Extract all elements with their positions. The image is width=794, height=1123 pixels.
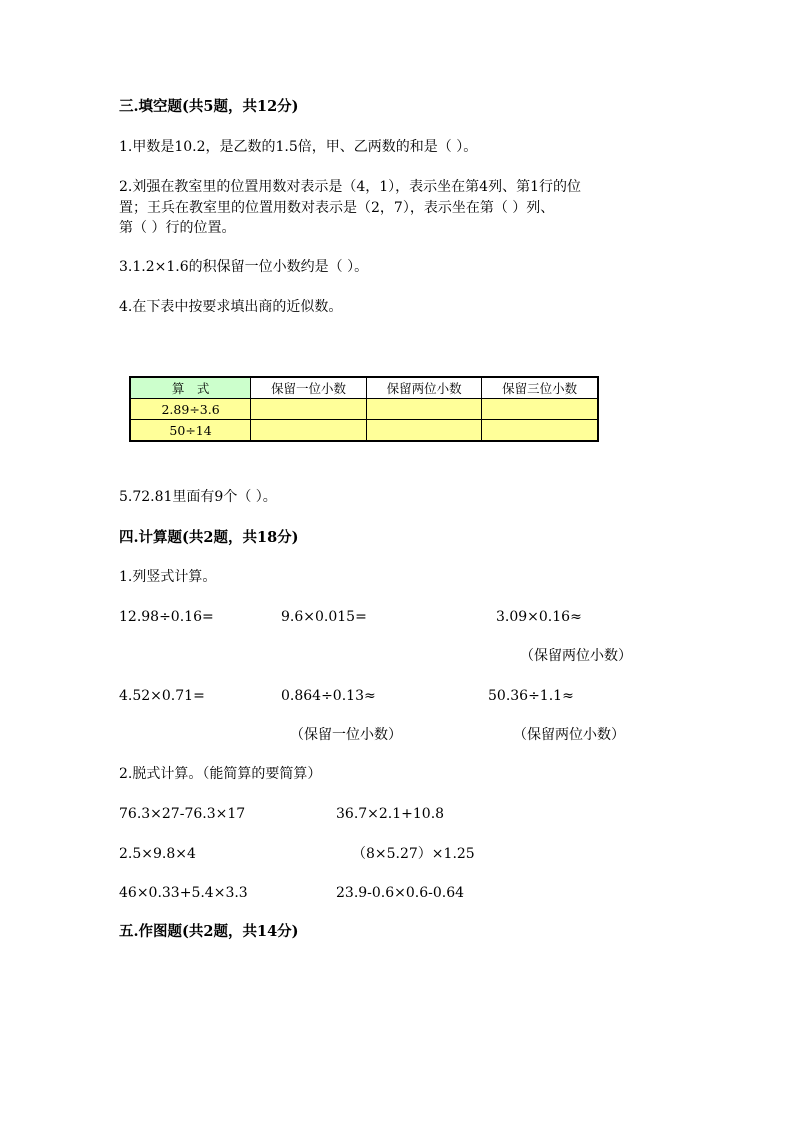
- answer-cell[interactable]: [366, 420, 482, 442]
- section4-title: 四.计算题(共2题，共18分): [119, 529, 299, 546]
- answer-cell[interactable]: [251, 399, 367, 420]
- vertical-calc-item: 12.98÷0.16=: [119, 609, 214, 625]
- table-header-cell: 保留一位小数: [251, 377, 367, 399]
- step-calc-item: 36.7×2.1+10.8: [336, 806, 445, 822]
- question-4: 4.在下表中按要求填出商的近似数。: [119, 299, 343, 315]
- table-expr-cell: 2.89÷3.6: [130, 399, 251, 420]
- table-row: [130, 399, 598, 420]
- rounding-note: （保留两位小数）: [513, 727, 625, 743]
- vertical-calc-item: 3.09×0.16≈: [496, 609, 582, 625]
- vertical-calc-item: 50.36÷1.1≈: [488, 688, 574, 704]
- section5-title: 五.作图题(共2题，共14分): [119, 923, 299, 940]
- step-calc-item: 46×0.33+5.4×3.3: [119, 885, 248, 901]
- answer-cell[interactable]: [366, 399, 482, 420]
- question-2-line3: 第（ ）行的位置。: [119, 220, 236, 236]
- question-2-line1: 2.刘强在教室里的位置用数对表示是（4，1），表示坐在第4列、第1行的位: [119, 179, 581, 195]
- step-calc-item: （8×5.27）×1.25: [352, 846, 475, 862]
- question-5: 5.72.81里面有9个（ ）。: [119, 489, 277, 505]
- table-expr-cell: 50÷14: [130, 420, 251, 442]
- vertical-calc-item: 9.6×0.015=: [281, 609, 367, 625]
- quotient-table: [129, 376, 599, 442]
- step-calc-item: 23.9-0.6×0.6-0.64: [336, 885, 465, 901]
- question-2-line2: 置；王兵在教室里的位置用数对表示是（2，7），表示坐在第（ ）列、: [119, 200, 555, 216]
- calc-q1-title: 1.列竖式计算。: [119, 569, 217, 585]
- rounding-note: （保留两位小数）: [520, 648, 632, 664]
- calc-q2-title: 2.脱式计算。（能简算的要简算）: [119, 766, 322, 782]
- question-1: 1.甲数是10.2，是乙数的1.5倍，甲、乙两数的和是（ ）。: [119, 139, 478, 155]
- step-calc-item: 2.5×9.8×4: [119, 846, 196, 862]
- vertical-calc-item: 0.864÷0.13≈: [281, 688, 376, 704]
- section3-title: 三.填空题(共5题，共12分): [119, 98, 299, 115]
- table-row: [130, 420, 598, 442]
- vertical-calc-item: 4.52×0.71=: [119, 688, 205, 704]
- answer-cell[interactable]: [482, 420, 598, 442]
- answer-cell[interactable]: [251, 420, 367, 442]
- table-header-row: [130, 377, 598, 399]
- table-header-cell: 保留三位小数: [482, 377, 598, 399]
- question-3: 3.1.2×1.6的积保留一位小数约是（ ）。: [119, 259, 369, 275]
- answer-cell[interactable]: [482, 399, 598, 420]
- table-header-cell: 算 式: [130, 377, 251, 399]
- rounding-note: （保留一位小数）: [290, 727, 402, 743]
- step-calc-item: 76.3×27-76.3×17: [119, 806, 246, 822]
- table-header-cell: 保留两位小数: [366, 377, 482, 399]
